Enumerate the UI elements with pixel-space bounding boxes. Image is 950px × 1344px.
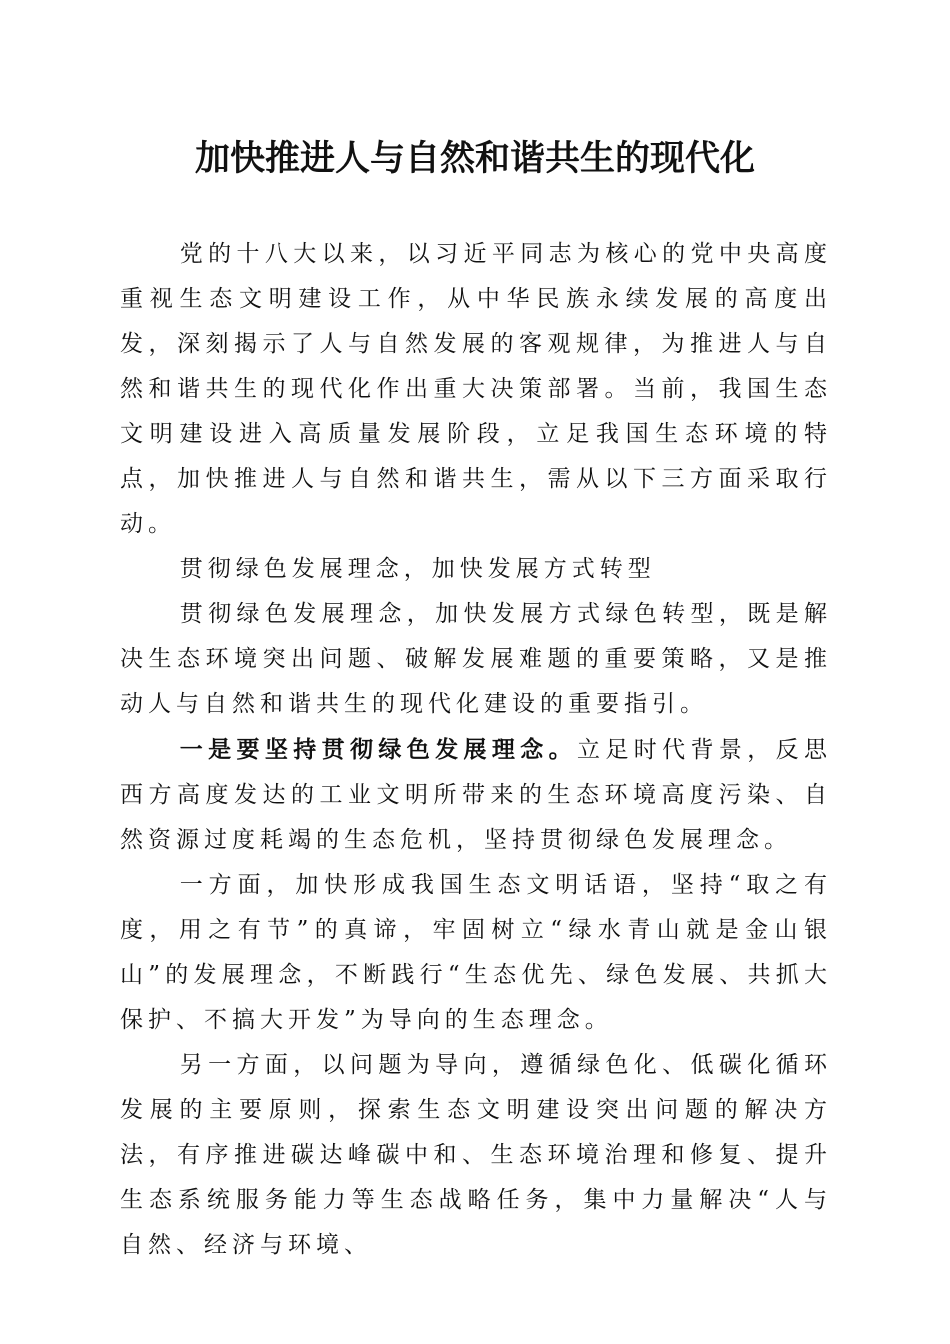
paragraph-text: 一方面，加快形成我国生态文明话语，坚持“取之有度，用之有节”的真谛，牢固树立“绿水青山就是金山银山”的发展理念，不断践行“生态优先、绿色发展、共抓大保护、不搞大开发”为导向的生态理念。 [120,872,832,1033]
paragraph-on-other-hand [120,1043,832,1268]
paragraph-text: 另一方面，以问题为导向，遵循绿色化、低碳化循环发展的主要原则，探索生态文明建设突出问题的解决方法，有序推进碳达峰碳中和、生态环境治理和修复、提升生态系统服务能力等生态战略任务，集中力量解决“人与自然、经济与环境、 [120,1052,832,1258]
paragraph-text: 贯彻绿色发展理念，加快发展方式绿色转型，既是解决生态环境突出问题、破解发展难题的重要策略，又是推动人与自然和谐共生的现代化建设的重要指引。 [120,601,832,717]
paragraph-lead-bold: 一是要坚持贯彻绿色发展理念。 [179,736,578,763]
paragraph-text: 党的十八大以来，以习近平同志为核心的党中央高度重视生态文明建设工作，从中华民族永续发展的高度出发，深刻揭示了人与自然发展的客观规律，为推进人与自然和谐共生的现代化作出重大决策部署。当前，我国生态文明建设进入高质量发展阶段，立足我国生态环境的特点，加快推进人与自然和谐共生，需从以下三方面采取行动。 [120,241,832,537]
paragraph-on-one-hand [120,863,832,1043]
document-body [120,232,832,1268]
section-heading [120,547,832,592]
paragraph-section-intro [120,592,832,727]
section-heading-text: 贯彻绿色发展理念，加快发展方式转型 [179,556,656,582]
paragraph-point-one [120,727,832,863]
document-title: 加快推进人与自然和谐共生的现代化 [194,138,755,179]
paragraph-intro [120,232,832,547]
paragraph-text: 立足时代背景，反思西方高度发达的工业文明所带来的生态环境高度污染、自然资源过度耗竭的生态危机，坚持贯彻绿色发展理念。 [120,737,833,853]
